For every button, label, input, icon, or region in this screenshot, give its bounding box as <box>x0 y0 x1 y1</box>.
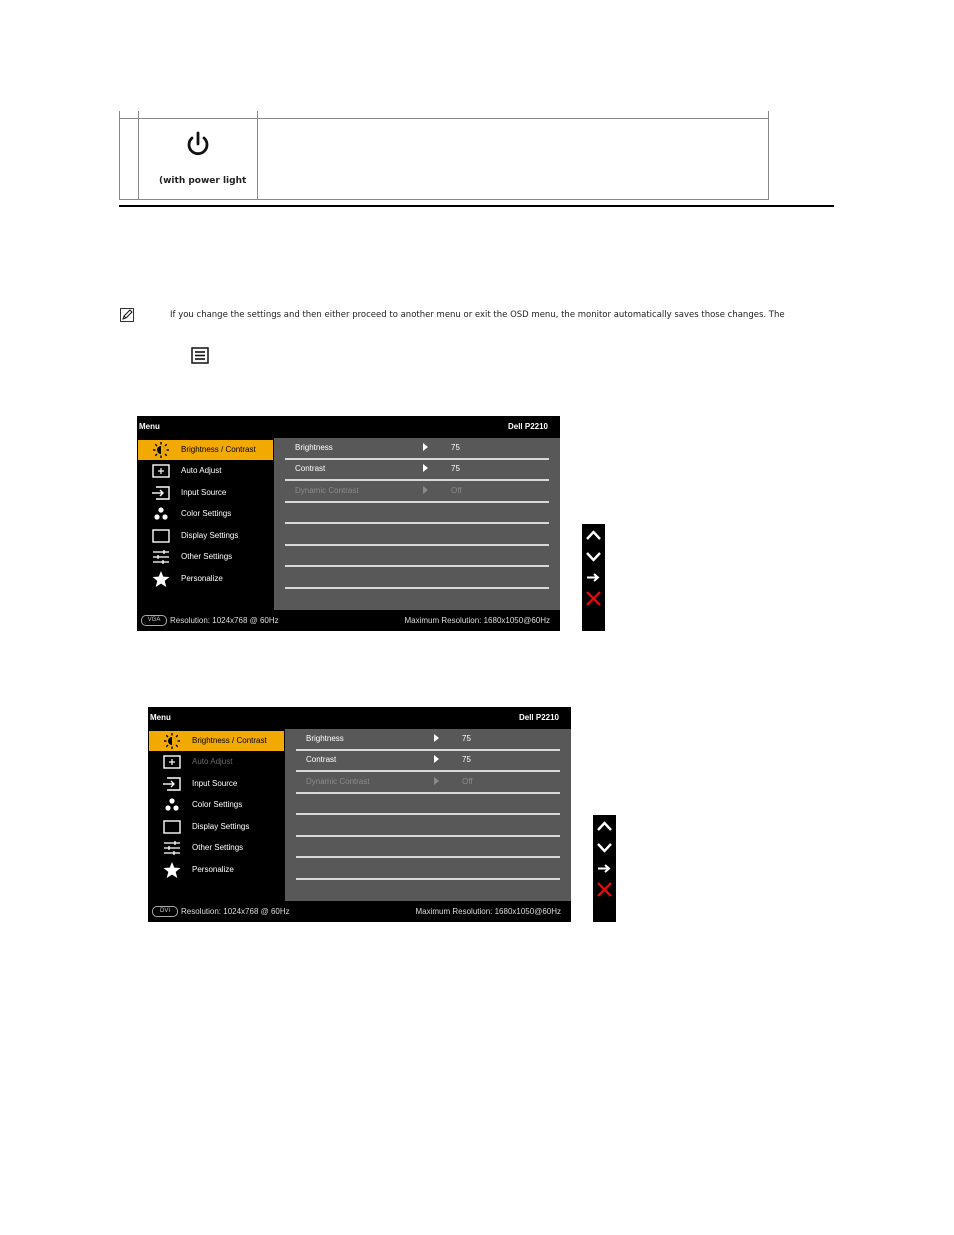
menu-item-label: Color Settings <box>181 509 232 518</box>
section-divider <box>119 205 834 207</box>
max-resolution: Maximum Resolution: 1680x1050@60Hz <box>404 616 550 625</box>
star-icon <box>152 571 170 587</box>
osd-title: Menu <box>150 713 171 722</box>
arrow-right-icon <box>434 777 439 785</box>
osd-menu-vga <box>137 416 560 631</box>
vga-connector-icon: VGA <box>141 615 167 626</box>
table-border <box>119 118 769 119</box>
menu-item-label: Other Settings <box>181 552 233 561</box>
menu-item-label: Display Settings <box>181 531 239 540</box>
menu-item-brightness-contrast[interactable] <box>149 731 284 751</box>
menu-item-display-settings[interactable] <box>149 817 284 837</box>
auto-adjust-icon <box>163 754 181 770</box>
menu-item-label: Auto Adjust <box>192 757 233 766</box>
submenu-row-empty <box>285 567 549 589</box>
current-resolution: Resolution: 1024x768 @ 60Hz <box>181 907 290 916</box>
down-arrow-icon[interactable] <box>585 548 602 565</box>
row-value: 75 <box>451 464 460 473</box>
menu-item-label: Display Settings <box>192 822 250 831</box>
input-source-icon <box>152 485 170 501</box>
brightness-icon <box>152 442 170 458</box>
menu-item-personalize[interactable] <box>138 569 273 589</box>
row-label: Dynamic Contrast <box>306 777 370 786</box>
submenu-row-brightness[interactable] <box>285 438 549 460</box>
menu-item-label: Brightness / Contrast <box>192 736 267 745</box>
submenu-row-contrast[interactable] <box>296 750 560 772</box>
dvi-connector-icon: DVI <box>152 906 178 917</box>
other-settings-icon <box>163 840 181 856</box>
table-border <box>768 111 769 200</box>
menu-item-label: Input Source <box>192 779 238 788</box>
osd-title: Menu <box>139 422 160 431</box>
brightness-icon <box>163 733 181 749</box>
osd-button-bar <box>593 815 616 922</box>
osd-model: Dell P2210 <box>507 422 548 431</box>
menu-item-label: Personalize <box>192 865 234 874</box>
exit-x-icon[interactable] <box>585 590 602 607</box>
enter-arrow-icon[interactable] <box>596 860 613 877</box>
submenu-row-empty <box>285 545 549 567</box>
submenu-row-empty <box>296 858 560 880</box>
row-value: 75 <box>462 755 471 764</box>
table-border <box>119 199 769 200</box>
row-label: Brightness <box>295 443 333 452</box>
submenu-row-dynamic-contrast <box>296 772 560 794</box>
note-pencil-icon <box>120 308 134 322</box>
power-caption: (with power light <box>159 176 247 186</box>
row-value: 75 <box>462 734 471 743</box>
menu-item-label: Input Source <box>181 488 227 497</box>
submenu-row-empty <box>296 793 560 815</box>
osd-header <box>148 707 571 729</box>
osd-model: Dell P2210 <box>518 713 559 722</box>
up-arrow-icon[interactable] <box>585 527 602 544</box>
menu-item-other-settings[interactable] <box>138 547 273 567</box>
color-settings-icon <box>152 506 170 522</box>
row-value: Off <box>451 486 462 495</box>
osd-header <box>137 416 560 438</box>
submenu-row-dynamic-contrast <box>285 481 549 503</box>
auto-adjust-icon <box>152 463 170 479</box>
submenu-row-empty <box>296 815 560 837</box>
menu-item-brightness-contrast[interactable] <box>138 440 273 460</box>
osd-footer <box>148 901 571 922</box>
submenu-row-brightness[interactable] <box>296 729 560 751</box>
submenu-row-empty <box>285 524 549 546</box>
osd-footer <box>137 610 560 631</box>
osd-submenu <box>285 729 571 901</box>
osd-main-menu <box>148 729 285 901</box>
menu-item-auto-adjust[interactable] <box>138 461 273 481</box>
arrow-right-icon <box>423 486 428 494</box>
submenu-row-empty <box>285 502 549 524</box>
osd-main-menu <box>137 438 274 610</box>
arrow-right-icon <box>434 734 439 742</box>
menu-item-input-source[interactable] <box>138 483 273 503</box>
row-value: 75 <box>451 443 460 452</box>
menu-item-personalize[interactable] <box>149 860 284 880</box>
menu-item-label: Brightness / Contrast <box>181 445 256 454</box>
up-arrow-icon[interactable] <box>596 818 613 835</box>
submenu-row-contrast[interactable] <box>285 459 549 481</box>
menu-item-other-settings[interactable] <box>149 838 284 858</box>
osd-button-bar <box>582 524 605 631</box>
input-source-icon <box>163 776 181 792</box>
osd-submenu <box>274 438 560 610</box>
table-border <box>138 111 139 200</box>
display-settings-icon <box>163 819 181 835</box>
arrow-right-icon <box>423 443 428 451</box>
arrow-right-icon <box>434 755 439 763</box>
star-icon <box>163 862 181 878</box>
menu-item-display-settings[interactable] <box>138 526 273 546</box>
table-border <box>119 111 120 200</box>
menu-item-auto-adjust <box>149 752 284 772</box>
note-text: If you change the settings and then either proceed to another menu or exit the OSD menu, the monitor automatically saves those changes. The <box>170 310 785 320</box>
menu-item-label: Personalize <box>181 574 223 583</box>
table-border <box>257 111 258 200</box>
down-arrow-icon[interactable] <box>596 839 613 856</box>
color-settings-icon <box>163 797 181 813</box>
menu-list-icon <box>191 347 209 364</box>
menu-item-label: Auto Adjust <box>181 466 222 475</box>
osd-menu-dvi <box>148 707 571 922</box>
menu-item-label: Color Settings <box>192 800 243 809</box>
menu-item-color-settings[interactable] <box>138 504 273 524</box>
arrow-right-icon <box>423 464 428 472</box>
row-value: Off <box>462 777 473 786</box>
row-label: Contrast <box>295 464 326 473</box>
other-settings-icon <box>152 549 170 565</box>
row-label: Contrast <box>306 755 337 764</box>
max-resolution: Maximum Resolution: 1680x1050@60Hz <box>415 907 561 916</box>
display-settings-icon <box>152 528 170 544</box>
menu-item-label: Other Settings <box>192 843 244 852</box>
exit-x-icon[interactable] <box>596 881 613 898</box>
menu-item-color-settings[interactable] <box>149 795 284 815</box>
current-resolution: Resolution: 1024x768 @ 60Hz <box>170 616 279 625</box>
row-label: Brightness <box>306 734 344 743</box>
power-icon <box>184 131 212 159</box>
menu-item-input-source[interactable] <box>149 774 284 794</box>
enter-arrow-icon[interactable] <box>585 569 602 586</box>
submenu-row-empty <box>296 836 560 858</box>
row-label: Dynamic Contrast <box>295 486 359 495</box>
